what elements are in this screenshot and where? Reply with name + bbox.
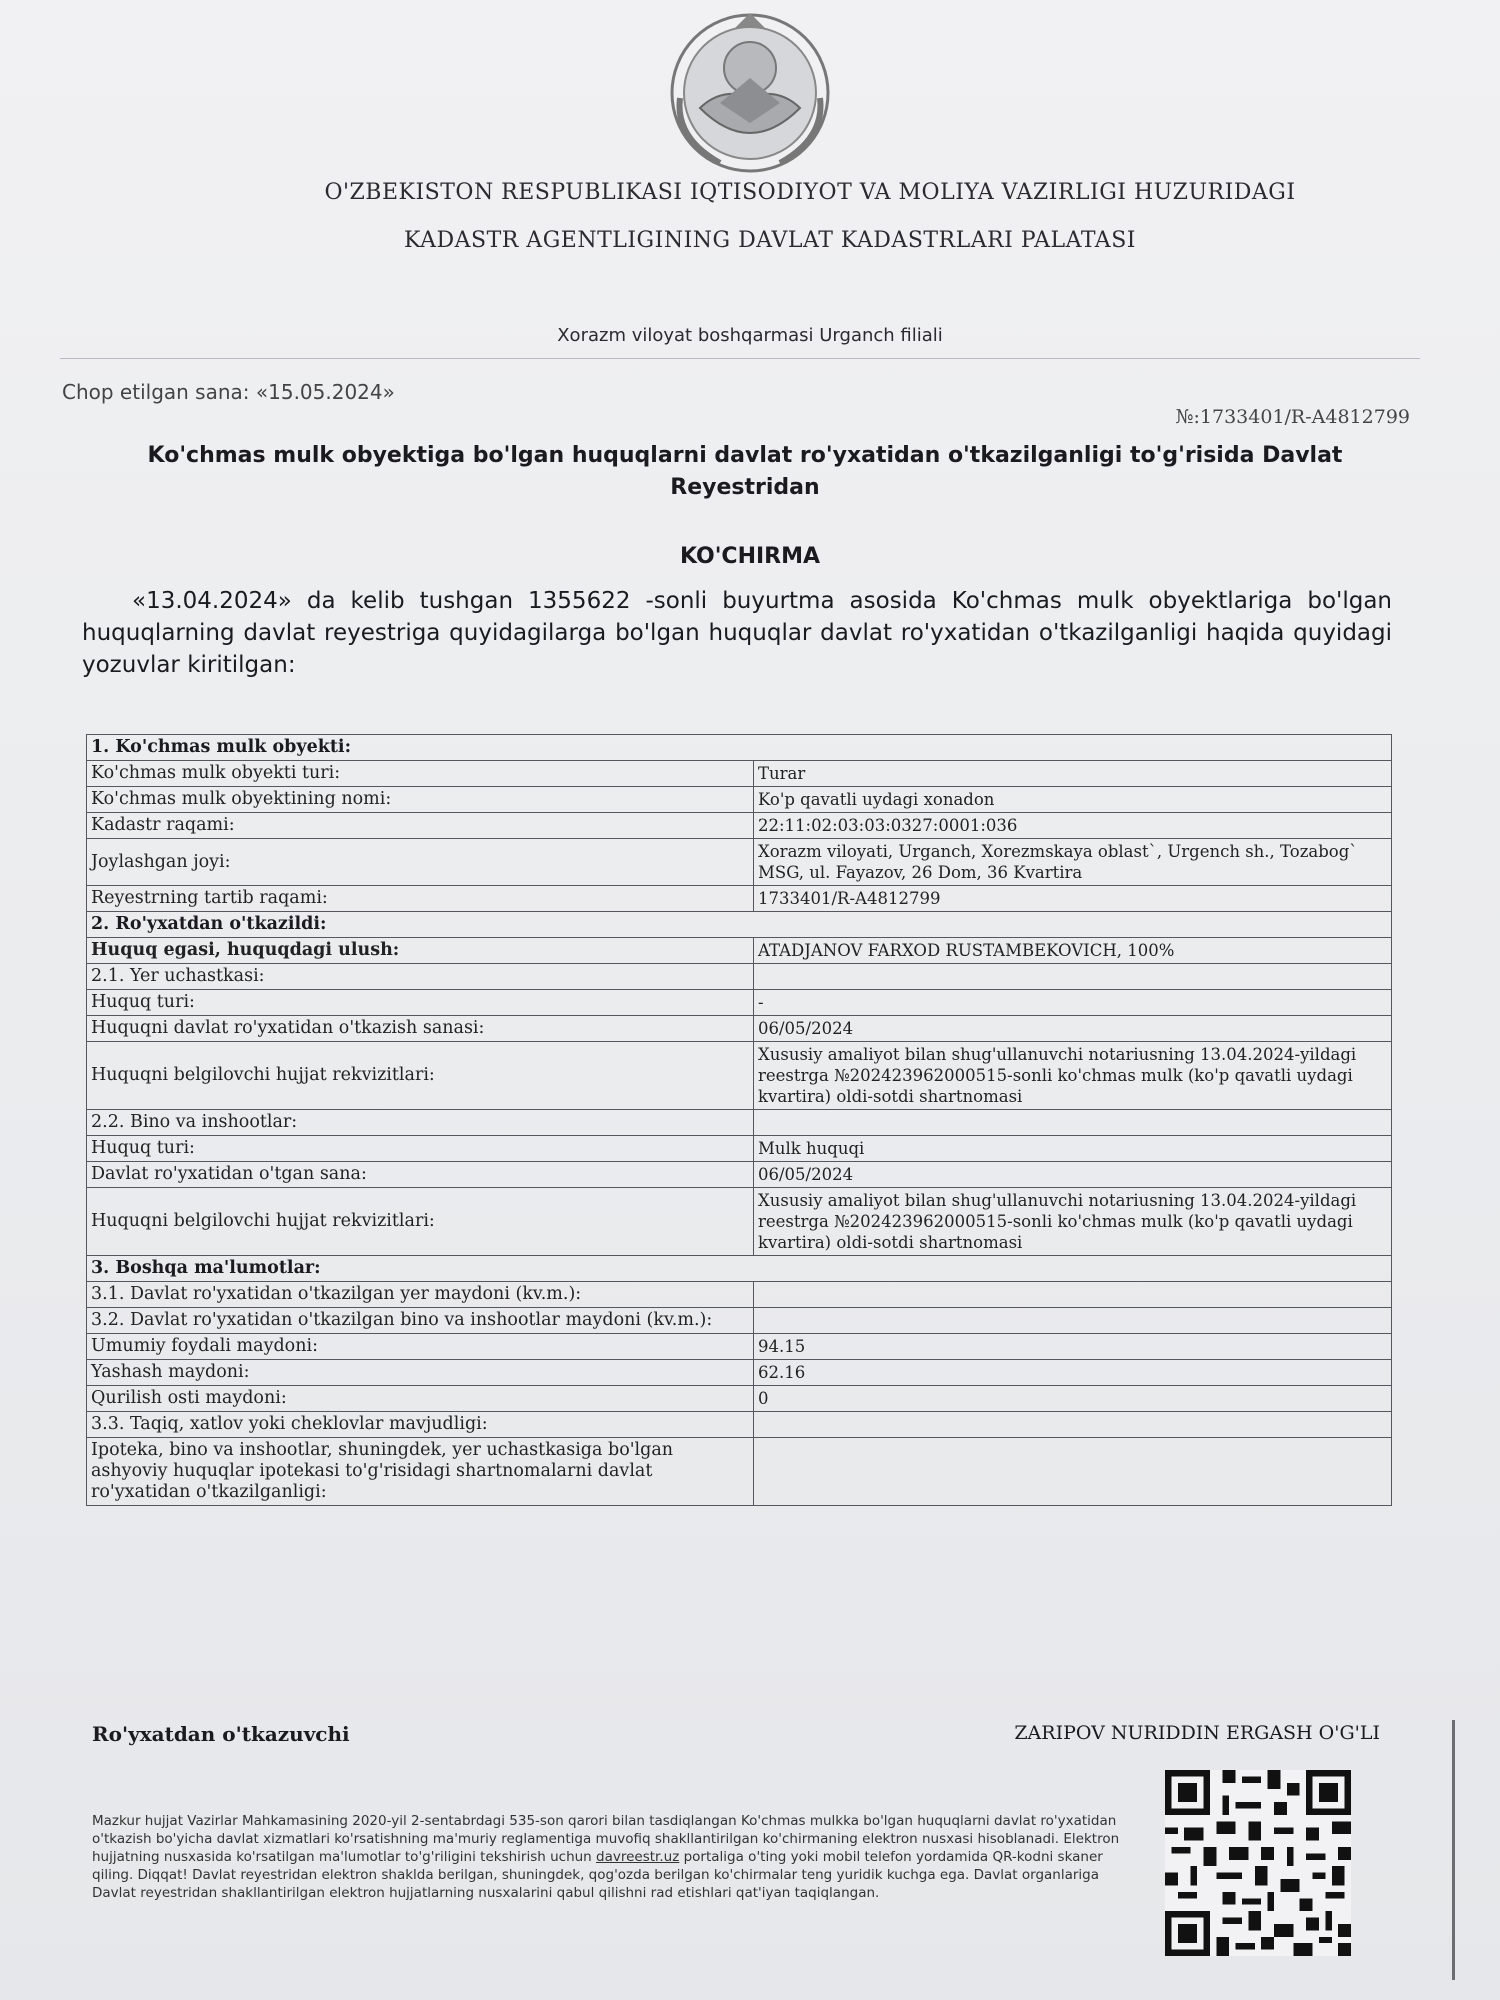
row-label: Ipoteka, bino va inshootlar, shuningdek, yer uchastkasiga bo'lgan ashyoviy huquqlar ipotekasi to'g'risidagi shartnomalarni davlat ro'yxatidan o'tkazilganligi: <box>87 1438 754 1506</box>
qr-code-icon[interactable] <box>1165 1770 1351 1956</box>
ministry-line-2: KADASTR AGENTLIGINING DAVLAT KADASTRLARI PALATASI <box>404 228 1136 253</box>
row-label: Huquqni davlat ro'yxatidan o'tkazish sanasi: <box>87 1016 754 1042</box>
table-row <box>87 787 1392 813</box>
footer-note-text: portaliga o'ting yoki mobil telefon yordamida QR-kodni skaner qiling. Diqqat! Davlat reyestridan elektron shaklda berilgan, shuningdek, qog'ozda berilgan ko'chirmalar teng yuridik kuchga ega. Davlat organlariga Davlat reyestridan shakllantirilgan elektron hujjatlarning nusxalarini qabul qilishni rad etishlari qat'iyan taqiqlangan. <box>92 1849 1103 1901</box>
table-row <box>87 1282 1392 1308</box>
section-row <box>87 735 1392 761</box>
table-row <box>87 886 1392 912</box>
table-row <box>87 1412 1392 1438</box>
state-emblem-icon <box>660 8 840 178</box>
row-value: Xususiy amaliyot bilan shug'ullanuvchi notariusning 13.04.2024-yildagi reestrga №202423962000515-sonli ko'chmas mulk (ko'p qavatli uydagi kvartira) oldi-sotdi shartnomasi <box>754 1042 1392 1110</box>
table-row <box>87 1188 1392 1256</box>
header-divider <box>60 358 1420 359</box>
section-3-heading: 3. Boshqa ma'lumotlar: <box>87 1256 1392 1282</box>
row-label: 2.1. Yer uchastkasi: <box>87 964 754 990</box>
row-label: Kadastr raqami: <box>87 813 754 839</box>
row-value: 0 <box>754 1386 1392 1412</box>
table-row <box>87 1110 1392 1136</box>
cadastral-number: 22:11:02:03:03:0327:0001:036 <box>754 813 1392 839</box>
row-label: Yashash maydoni: <box>87 1360 754 1386</box>
table-row <box>87 1360 1392 1386</box>
row-label: Umumiy foydali maydoni: <box>87 1334 754 1360</box>
section-row <box>87 912 1392 938</box>
row-value <box>754 1282 1392 1308</box>
footer-note <box>92 1812 1132 1902</box>
table-row <box>87 839 1392 886</box>
row-value <box>754 1308 1392 1334</box>
table-row <box>87 1042 1392 1110</box>
table-row <box>87 1136 1392 1162</box>
row-label: Huquq turi: <box>87 990 754 1016</box>
row-label: Huquq egasi, huquqdagi ulush: <box>87 938 754 964</box>
owner-value: ATADJANOV FARXOD RUSTAMBEKOVICH, 100% <box>754 938 1392 964</box>
table-row <box>87 938 1392 964</box>
document-title <box>130 440 1360 504</box>
row-label: Huquq turi: <box>87 1136 754 1162</box>
table-row <box>87 813 1392 839</box>
row-value: Turar <box>754 761 1392 787</box>
row-label: 3.1. Davlat ro'yxatidan o'tkazilgan yer maydoni (kv.m.): <box>87 1282 754 1308</box>
row-value: Ko'p qavatli uydagi xonadon <box>754 787 1392 813</box>
printed-date: Chop etilgan sana: «15.05.2024» <box>62 380 395 404</box>
row-value: 06/05/2024 <box>754 1016 1392 1042</box>
table-row <box>87 761 1392 787</box>
title-line-1: Ko'chmas mulk obyektiga bo'lgan huquqlarni davlat ro'yxatidan o'tkazilganligi to'g'risida Davlat <box>147 443 1343 468</box>
row-label: Ko'chmas mulk obyekti turi: <box>87 761 754 787</box>
table-row <box>87 990 1392 1016</box>
row-label: 2.2. Bino va inshootlar: <box>87 1110 754 1136</box>
table-row <box>87 1334 1392 1360</box>
registrar-name: ZARIPOV NURIDDIN ERGASH O'G'LI <box>1014 1722 1380 1744</box>
register-table <box>86 734 1392 1506</box>
row-value: - <box>754 990 1392 1016</box>
footer-note-text: Mazkur hujjat Vazirlar Mahkamasining 2020-yil 2-sentabrdagi 535-son qarori bilan tasdiqlangan Ko'chmas mulkka bo'lgan huquqlarni davlat ro'yxatidan o'tkazish bo'yicha davlat xizmatlari ko'rsatishning ma'muriy reglamentiga muvofiq shakllantirilgan ko'chirmaning elektron nusxasi hisoblanadi. Elektron hujjatning nusxasida ko'rsatilgan ma'lumotlar to'g'riligini tekshirish uchun <box>92 1813 1120 1865</box>
section-2-heading: 2. Ro'yxatdan o'tkazildi: <box>87 912 1392 938</box>
branch-name: Xorazm viloyat boshqarmasi Urganch filiali <box>557 325 943 346</box>
row-value <box>754 1110 1392 1136</box>
row-label: Ko'chmas mulk obyektining nomi: <box>87 787 754 813</box>
total-area-value: 94.15 <box>754 1334 1392 1360</box>
table-row <box>87 1162 1392 1188</box>
row-value: Mulk huquqi <box>754 1136 1392 1162</box>
row-label: Huquqni belgilovchi hujjat rekvizitlari: <box>87 1188 754 1256</box>
row-label: 3.2. Davlat ro'yxatidan o'tkazilgan bino va inshootlar maydoni (kv.m.): <box>87 1308 754 1334</box>
row-label: Davlat ro'yxatidan o'tgan sana: <box>87 1162 754 1188</box>
row-label: Huquqni belgilovchi hujjat rekvizitlari: <box>87 1042 754 1110</box>
intro-paragraph: «13.04.2024» da kelib tushgan 1355622 -sonli buyurtma asosida Ko'chmas mulk obyektlariga bo'lgan huquqlarning davlat reyestriga quyidagilarga bo'lgan huquqlar davlat ro'yxatidan o'tkazilganligi haqida quyidagi yozuvlar kiritilgan: <box>82 588 1392 678</box>
table-row <box>87 1016 1392 1042</box>
table-row <box>87 1386 1392 1412</box>
row-label: Qurilish osti maydoni: <box>87 1386 754 1412</box>
table-row <box>87 964 1392 990</box>
davreestr-link[interactable]: davreestr.uz <box>596 1849 680 1865</box>
row-value <box>754 1412 1392 1438</box>
row-label: 3.3. Taqiq, xatlov yoki cheklovlar mavjudligi: <box>87 1412 754 1438</box>
section-row <box>87 1256 1392 1282</box>
living-area-value: 62.16 <box>754 1360 1392 1386</box>
section-1-heading: 1. Ko'chmas mulk obyekti: <box>87 735 1392 761</box>
row-value: Xususiy amaliyot bilan shug'ullanuvchi notariusning 13.04.2024-yildagi reestrga №202423962000515-sonli ko'chmas mulk (ko'p qavatli uydagi kvartira) oldi-sotdi shartnomasi <box>754 1188 1392 1256</box>
row-label: Reyestrning tartib raqami: <box>87 886 754 912</box>
row-value: 1733401/R-A4812799 <box>754 886 1392 912</box>
table-row <box>87 1308 1392 1334</box>
document-kind: KO'CHIRMA <box>679 544 821 569</box>
row-label: Joylashgan joyi: <box>87 839 754 886</box>
registrar-label: Ro'yxatdan o'tkazuvchi <box>92 1722 350 1746</box>
address-value: Xorazm viloyati, Urganch, Xorezmskaya oblast`, Urgench sh., Tozabog` MSG, ul. Fayazov, 26 Dom, 36 Kvartira <box>754 839 1392 886</box>
title-line-2: Reyestridan <box>670 475 820 500</box>
page-edge-shadow <box>1452 1720 1455 1980</box>
row-value <box>754 964 1392 990</box>
row-value: 06/05/2024 <box>754 1162 1392 1188</box>
row-value <box>754 1438 1392 1506</box>
document-number: №:1733401/R-A4812799 <box>1175 406 1410 428</box>
table-row <box>87 1438 1392 1506</box>
ministry-line-1: O'ZBEKISTON RESPUBLIKASI IQTISODIYOT VA MOLIYA VAZIRLIGI HUZURIDAGI <box>324 180 1296 205</box>
